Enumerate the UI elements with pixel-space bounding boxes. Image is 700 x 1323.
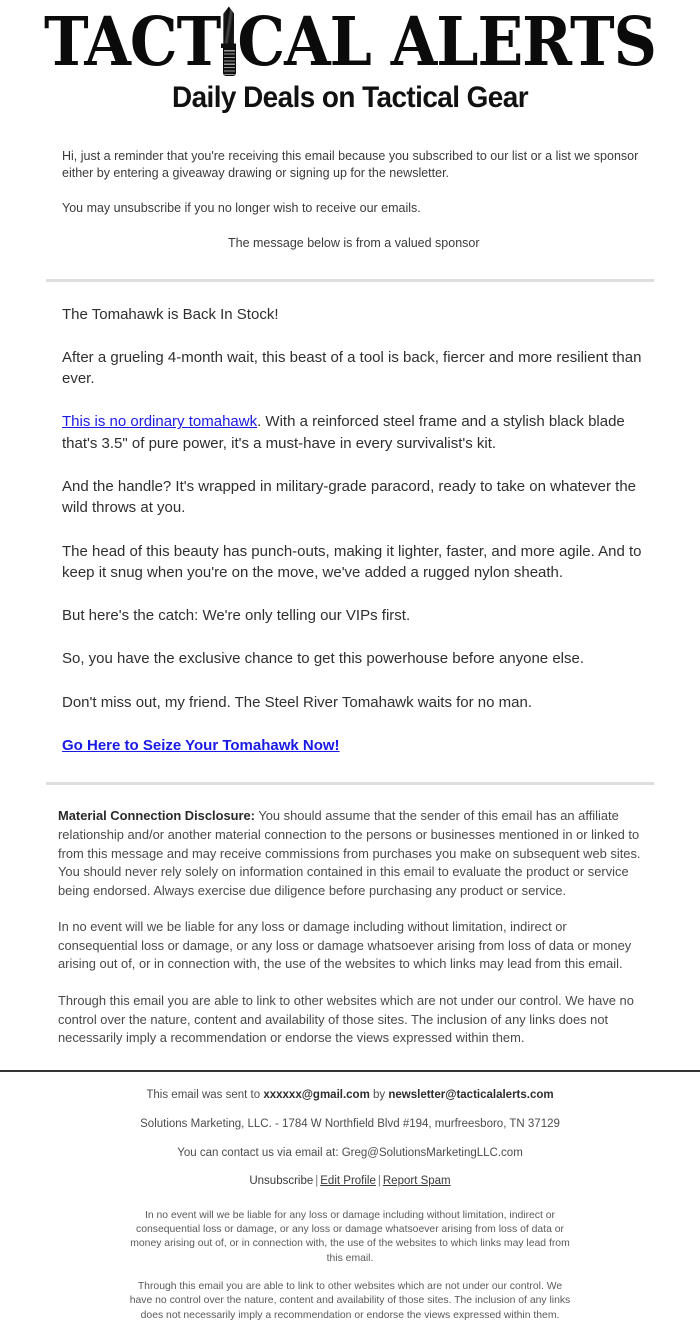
- recipient-email: xxxxxx@gmail.com: [263, 1088, 370, 1101]
- body-paragraph-ordinary: [62, 411, 648, 454]
- intro-unsubscribe-note: You may unsubscribe if you no longer wish to receive our emails.: [62, 201, 421, 215]
- ordinary-tomahawk-link[interactable]: This is no ordinary tomahawk: [62, 413, 258, 431]
- body-paragraph-handle: And the handle? It's wrapped in military-grade paracord, ready to take on whatever the wild throws at you.: [62, 477, 637, 517]
- brand-logo-text-part1: TACT: [44, 3, 221, 82]
- email-header: [0, 0, 700, 114]
- material-connection-disclosure: [58, 807, 648, 900]
- footer-link-separator-1: |: [315, 1174, 319, 1187]
- body-paragraph-catch: But here's the catch: We're only telling our VIPs first.: [62, 607, 411, 625]
- disclosure-liability-text: In no event will we be liable for any loss or damage including without limitation, indirect or consequential loss or damage, or any loss or damage whatsoever arising from loss of data or money arising out of, or in connection with, the use of the websites to which links may lead from this email.: [58, 919, 632, 972]
- combat-knife-icon: [221, 7, 236, 76]
- footer-contact-line: You can contact us via email at: Greg@SolutionsMarketingLLC.com: [177, 1146, 523, 1159]
- body-paragraph-wait: After a grueling 4-month wait, this beast of a tool is back, fiercer and more resilient than ever.: [62, 348, 642, 388]
- disclosure-thirdparty-text: Through this email you are able to link to other websites which are not under our control. We have no control over the nature, content and availability of those sites. The inclusion of any links does not necessarily imply a recommendation or endorse the views expressed within them.: [58, 992, 634, 1046]
- footer-sent-to-line: [60, 1088, 640, 1103]
- fineprint-section: [0, 1187, 700, 1323]
- footer-company-address: Solutions Marketing, LLC. - 1784 W Northfield Blvd #194, murfreesboro, TN 37129: [140, 1117, 560, 1130]
- body-paragraph-exclusive: So, you have the exclusive chance to get this powerhouse before anyone else.: [62, 650, 585, 668]
- footer-sent-middle: by: [369, 1088, 389, 1101]
- sender-email: newsletter@tacticalalerts.com: [388, 1088, 554, 1101]
- body-paragraph-ordinary-rest: . With a reinforced steel frame and a stylish black blade that's 3.5" of pure power, it's a must-have in every survivalist's kit.: [62, 413, 625, 452]
- brand-tagline: Daily Deals on Tactical Gear: [171, 81, 529, 114]
- body-paragraph-dontmiss: Don't miss out, my friend. The Steel River Tomahawk waits for no man.: [62, 693, 532, 711]
- fineprint-liability-text: In no event will we be liable for any loss or damage including without limitation, indirect or consequential loss or damage, or any loss or damage whatsoever arising from loss of data or money arising out of, or in connection with, the use of the websites to which links may lead from this email.: [130, 1209, 570, 1264]
- fineprint-thirdparty-text: Through this email you are able to link to other websites which are not under our control. We have no control over the nature, content and availability of those sites. The inclusion of any links does not necessarily imply a recommendation or endorse the views expressed within them.: [129, 1280, 571, 1321]
- footer-sent-prefix: This email was sent to: [146, 1088, 264, 1101]
- footer-link-separator-2: |: [377, 1174, 381, 1187]
- brand-logo-text-part2: CAL ALERTS: [237, 3, 656, 82]
- sponsor-note: The message below is from a valued sponsor: [228, 236, 480, 251]
- disclosure-lead-text: You should assume that the sender of this email has an affiliate relationship and/or another material connection to the persons or businesses mentioned in or linked to from this message and may receive commissions from purchases you make on subsequent web sites. You should never rely solely on information contained in this email to evaluate the product or service being endorsed. Always exercise due diligence before purchasing any product or service.: [58, 808, 641, 898]
- intro-reminder-text: Hi, just a reminder that you're receiving this email because you subscribed to our list or a list we sponsor either by entering a giveaway drawing or signing up for the newsletter.: [62, 148, 639, 180]
- cta-link[interactable]: Go Here to Seize Your Tomahawk Now!: [62, 737, 340, 755]
- footer-links-row: [60, 1175, 640, 1187]
- disclosure-lead-label: Material Connection Disclosure:: [58, 808, 255, 824]
- sponsor-message-body: [0, 282, 700, 757]
- report-spam-link[interactable]: Report Spam: [382, 1174, 451, 1187]
- body-headline: The Tomahawk is Back In Stock!: [62, 305, 279, 323]
- cta-paragraph: [62, 735, 648, 756]
- intro-section: [0, 114, 700, 253]
- unsubscribe-link[interactable]: Unsubscribe: [249, 1174, 314, 1187]
- disclosure-section: [0, 785, 700, 1047]
- email-footer: [0, 1072, 700, 1187]
- brand-logo: [44, 3, 656, 82]
- body-paragraph-head: The head of this beauty has punch-outs, making it lighter, faster, and more agile. And to keep it snug when you're on the move, we've added a rugged nylon sheath.: [62, 542, 642, 581]
- edit-profile-link[interactable]: Edit Profile: [320, 1174, 376, 1187]
